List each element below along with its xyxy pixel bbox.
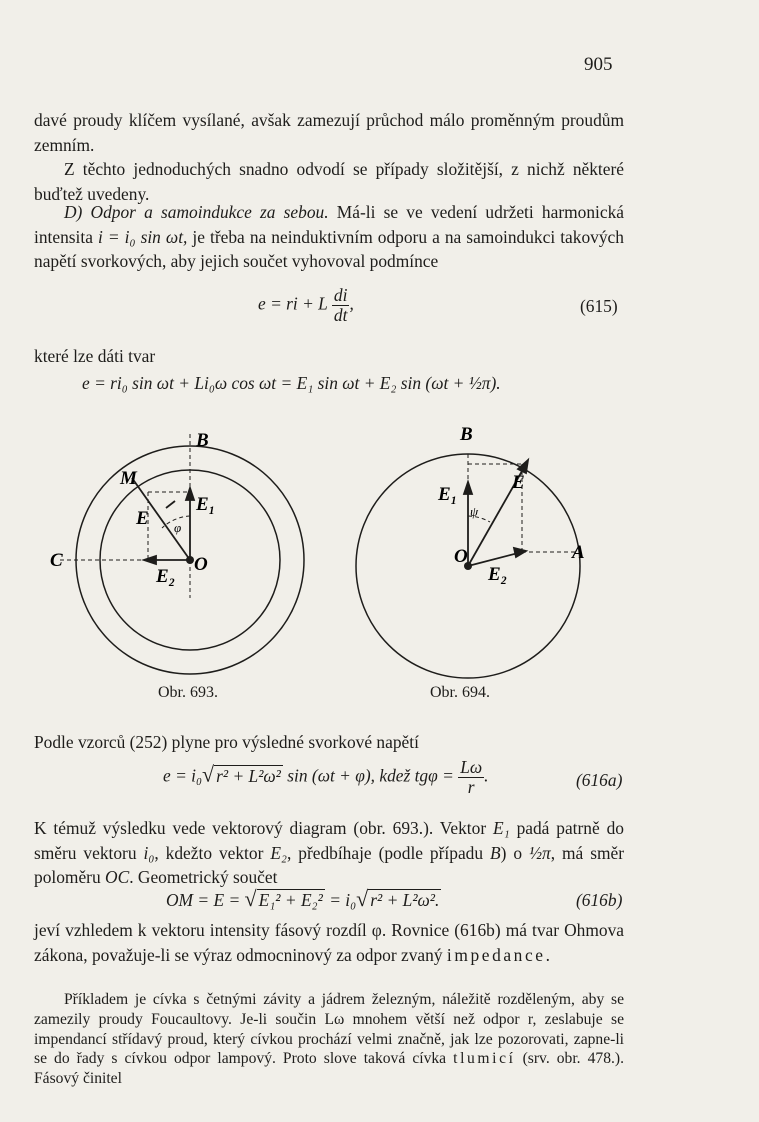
label-b: B xyxy=(460,424,473,445)
paragraph-text: jeví vzhledem k vektoru intensity fásový rozdíl φ. Rovnice (616b) má tvar Ohmova zákona, považuje-li se výraz odmocninový za odpor zvaný xyxy=(34,920,624,965)
label-e: E xyxy=(512,472,525,493)
paragraph-text: Z těchto jednoduchých snadno odvodí se případy složitější, z nichž některé buďtež uvedeny. xyxy=(34,159,624,204)
paragraph-text: davé proudy klíčem vysílané, avšak zamezují průchod málo proměnným proudům zemním. xyxy=(34,110,624,155)
paragraph-lead xyxy=(34,344,624,369)
label-o: O xyxy=(454,546,468,567)
inline-symbol: OC xyxy=(105,867,130,887)
paragraph-text: padá patrně do směru vektoru xyxy=(34,818,624,863)
equation-number: (616a) xyxy=(576,770,623,790)
label-e2: E₂ xyxy=(156,566,176,587)
spaced-term: impedance. xyxy=(446,944,553,965)
paragraph-text: . Geometrický součet xyxy=(129,867,278,887)
paragraph-formula-intro xyxy=(34,730,624,755)
paragraph-example xyxy=(34,990,624,1089)
eq-lhs: e = i₀ xyxy=(163,765,203,786)
caption-693: Obr. 693. xyxy=(158,684,218,701)
equation-616a: e = i₀√ r² + L²ω² sin (ωt + φ), kdež tgφ = $\frac{L\omega}{r}$ . xyxy=(163,757,489,797)
inline-formula: i = i₀ sin ωt, xyxy=(97,226,188,247)
caption-694: Obr. 694. xyxy=(430,684,490,701)
arrowhead xyxy=(464,482,472,494)
label-b: B xyxy=(196,430,209,451)
numerator: Lω xyxy=(460,757,483,777)
equation-number: (615) xyxy=(580,296,618,316)
radicand: r² + L²ω² xyxy=(216,765,281,786)
radicand: E₁² + E₂² xyxy=(258,890,323,910)
label-phi: φ xyxy=(174,520,182,535)
equation-616b: OM = E = √ E₁² + E₂² = i₀√ r² + L²ω². xyxy=(166,886,440,911)
paragraph-text: Podle vzorců (252) plyne pro výsledné svorkové napětí xyxy=(34,732,419,752)
denominator: dt xyxy=(333,305,348,325)
eq-lhs: e = ri + L xyxy=(258,293,328,314)
paragraph-vector-diagram xyxy=(34,816,624,890)
inline-symbol: i₀ xyxy=(143,842,155,863)
inline-symbol: E₂ xyxy=(270,842,287,863)
inline-symbol: E₁ xyxy=(493,818,510,838)
label-e: E xyxy=(136,508,149,529)
inline-symbol: ½π xyxy=(528,842,551,863)
equation-615: e = ri + L $\frac{di}{dt}$ , xyxy=(258,285,354,325)
arrowhead xyxy=(186,488,194,500)
figure-693 xyxy=(48,420,348,680)
paragraph-text: , má směr poloměru xyxy=(34,842,624,887)
paragraph-text: které lze dáti tvar xyxy=(34,346,156,366)
origin-point xyxy=(186,556,194,564)
eq-middle: sin (ωt + φ), kdež tgφ = xyxy=(287,765,454,786)
label-e1: E₁ xyxy=(196,494,216,515)
paragraph-text: Příkladem je cívka s četnými závity a jádrem železným, náležitě rozděleným, aby se zamezily proudy Foucaultovy. Je-li součin Lω mnohem větší než odpor r, zeslabuje se impendancí střídavý proud, který cívkou prochází velmi značně, jak lze pozorovati, zapne-li se do řady s cívkou odpor lampový. Proto slove taková cívka xyxy=(34,991,624,1068)
radicand: r² + L²ω². xyxy=(370,890,440,910)
fraction xyxy=(458,758,484,797)
arrowhead xyxy=(514,548,526,557)
equation-number: (616b) xyxy=(576,890,623,910)
paragraph-text: je třeba na neinduktivním odporu a na samoindukci takových napětí svorkových, aby jejich součet vyhovoval podmínce xyxy=(34,226,624,271)
label-e2: E₂ xyxy=(488,564,508,585)
label-m: M xyxy=(120,468,137,489)
eq-middle: = i₀ xyxy=(329,890,357,910)
label-psi: ψ xyxy=(470,504,479,519)
label-c: C xyxy=(50,550,63,571)
paragraph-case-d xyxy=(34,200,624,274)
eq-lhs: OM = E = xyxy=(166,890,241,910)
paragraph-continuation xyxy=(34,108,624,157)
paragraph-text: , kdežto vektor xyxy=(154,842,264,863)
arrowhead xyxy=(144,556,156,564)
equation-expanded: e = ri₀ sin ωt + Li₀ω cos ωt = E₁ sin ωt + E₂ sin (ωt + ½π). xyxy=(82,373,501,393)
paragraph-text: Má-li se ve vedení udržeti harmonická intensita xyxy=(34,202,624,247)
denominator: r xyxy=(467,777,475,797)
inline-symbol: B xyxy=(490,842,501,863)
paragraph-ohm xyxy=(34,918,624,967)
paragraph-text: , předbíhaje (podle případu xyxy=(286,842,484,863)
label-o: O xyxy=(194,554,208,575)
label-a: A xyxy=(572,542,585,563)
paragraph-text: K témuž výsledku vede vektorový diagram (obr. 693.). Vektor xyxy=(34,818,487,838)
label-e1: E₁ xyxy=(438,484,458,505)
paragraph-text: ) o xyxy=(500,842,523,863)
figure-694 xyxy=(340,420,620,680)
fraction xyxy=(332,286,350,325)
paragraph-intro xyxy=(34,157,624,206)
vector-e-segment xyxy=(166,501,175,508)
page-number: 905 xyxy=(584,54,613,75)
paragraph-text: (srv. obr. 478.). Fásový činitel xyxy=(34,1050,624,1088)
numerator: di xyxy=(333,285,348,305)
section-heading: D) Odpor a samoindukce za sebou. xyxy=(64,202,329,222)
spaced-term: tlumicí xyxy=(453,1050,516,1068)
